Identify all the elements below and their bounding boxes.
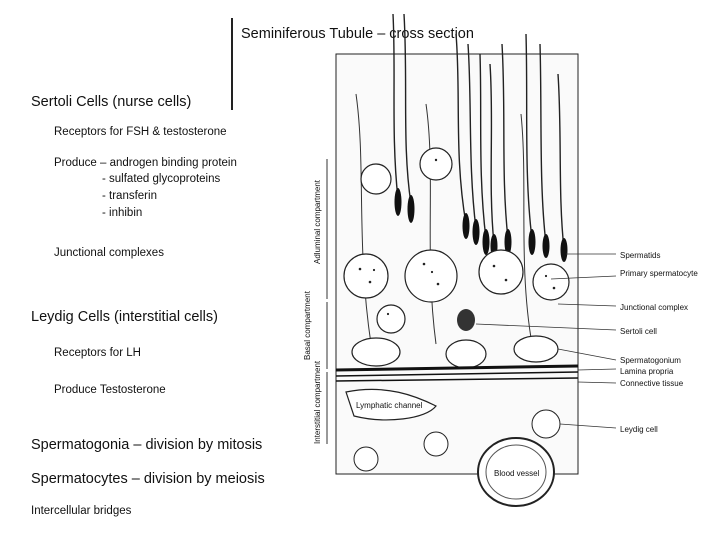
interstitial-compartment-label: Interstitial compartment	[313, 360, 322, 444]
leydig-heading: Leydig Cells (interstitial cells)	[31, 309, 218, 325]
sertoli-product-3: - inhibin	[102, 207, 143, 219]
sertoli-product-1: - sulfated glycoproteins	[102, 173, 221, 185]
sertoli-junctional: Junctional complexes	[54, 247, 164, 259]
label-lamina-propria: Lamina propria	[620, 367, 674, 376]
title-divider-line	[231, 18, 233, 110]
spermatogonia-line: Spermatogonia – division by mitosis	[31, 437, 263, 453]
slide-title: Seminiferous Tubule – cross section	[241, 26, 474, 42]
seminiferous-tubule-illustration	[296, 14, 698, 534]
label-spermatogonium: Spermatogonium	[620, 356, 681, 365]
sertoli-product-2: - transferin	[102, 190, 157, 202]
adluminal-compartment-label: Adluminal compartment	[313, 179, 322, 264]
spermatocytes-line: Spermatocytes – division by meiosis	[31, 471, 265, 487]
sertoli-heading: Sertoli Cells (nurse cells)	[31, 94, 192, 110]
sertoli-nucleus	[457, 309, 475, 331]
leydig-produce: Produce Testosterone	[54, 384, 166, 396]
label-primary-spermatocyte: Primary spermatocyte	[620, 269, 698, 278]
leydig-receptors: Receptors for LH	[54, 347, 141, 359]
label-leydig-cell: Leydig cell	[620, 425, 658, 434]
label-connective-tissue: Connective tissue	[620, 379, 684, 388]
label-spermatids: Spermatids	[620, 251, 661, 260]
label-blood-vessel: Blood vessel	[494, 469, 540, 478]
intercellular-bridges: Intercellular bridges	[31, 505, 132, 517]
basal-compartment-label: Basal compartment	[303, 291, 312, 360]
label-lymphatic-channel: Lymphatic channel	[356, 401, 423, 410]
label-sertoli-cell: Sertoli cell	[620, 327, 657, 336]
sertoli-produce: Produce – androgen binding protein	[54, 157, 237, 169]
sertoli-receptors: Receptors for FSH & testosterone	[54, 126, 227, 138]
label-junctional-complex: Junctional complex	[620, 303, 689, 312]
